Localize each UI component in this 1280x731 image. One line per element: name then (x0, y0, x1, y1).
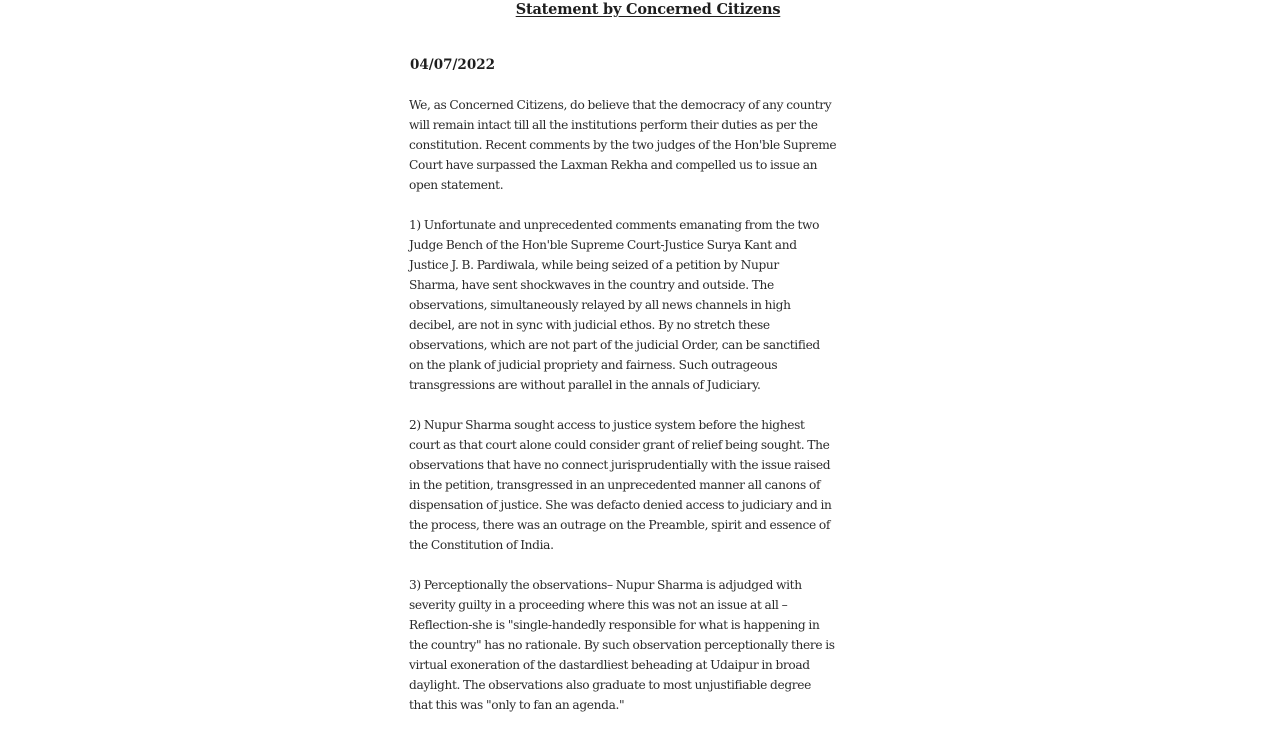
paragraph-line: transgressions are without parallel in the annals of Judiciary. (409, 378, 761, 392)
paragraph-line: Sharma, have sent shockwaves in the country and outside. The (409, 278, 774, 292)
point-1-paragraph (409, 215, 885, 395)
paragraph-line: 3) Perceptionally the observations– Nupur Sharma is adjudged with (409, 578, 802, 592)
paragraph-line: the process, there was an outrage on the Preamble, spirit and essence of (409, 518, 831, 532)
statement-date: 04/07/2022 (410, 57, 496, 73)
paragraph-line: on the plank of judicial propriety and fairness. Such outrageous (409, 358, 778, 372)
paragraph-line: will remain intact till all the institutions perform their duties as per the (409, 118, 818, 132)
paragraph-line: that this was "only to fan an agenda." (409, 698, 625, 712)
paragraph-line: the Constitution of India. (409, 538, 554, 552)
paragraph-line: in the petition, transgressed in an unprecedented manner all canons of (409, 478, 821, 492)
paragraph-line: the country" has no rationale. By such observation perceptionally there is (409, 638, 835, 652)
paragraph-line: observations, simultaneously relayed by all news channels in high (409, 298, 791, 312)
paragraph-line: open statement. (409, 178, 504, 192)
paragraph-line: Justice J. B. Pardiwala, while being seized of a petition by Nupur (409, 258, 779, 272)
paragraph-line: We, as Concerned Citizens, do believe that the democracy of any country (409, 98, 832, 112)
paragraph-line: severity guilty in a proceeding where this was not an issue at all – (409, 598, 788, 612)
paragraph-line: Court have surpassed the Laxman Rekha and compelled us to issue an (409, 158, 818, 172)
paragraph-line: observations, which are not part of the judicial Order, can be sanctified (409, 338, 820, 352)
intro-paragraph (409, 95, 885, 195)
paragraph-line: 1) Unfortunate and unprecedented comments emanating from the two (409, 218, 820, 232)
paragraph-line: dispensation of justice. She was defacto denied access to judiciary and in (409, 498, 832, 512)
paragraph-line: court as that court alone could consider grant of relief being sought. The (409, 438, 830, 452)
paragraph-line: daylight. The observations also graduate to most unjustifiable degree (409, 678, 812, 692)
point-3-paragraph (409, 575, 885, 715)
document-title: Statement by Concerned Citizens (515, 1, 781, 18)
paragraph-line: Judge Bench of the Hon'ble Supreme Court-Justice Surya Kant and (409, 238, 797, 252)
paragraph-line: 2) Nupur Sharma sought access to justice system before the highest (409, 418, 805, 432)
paragraph-line: Reflection-she is "single-handedly responsible for what is happening in (409, 618, 820, 632)
paragraph-line: decibel, are not in sync with judicial ethos. By no stretch these (409, 318, 770, 332)
paragraph-line: observations that have no connect jurisprudentially with the issue raised (409, 458, 831, 472)
paragraph-line: constitution. Recent comments by the two judges of the Hon'ble Supreme (409, 138, 837, 152)
point-2-paragraph (409, 415, 885, 555)
paragraph-line: virtual exoneration of the dastardliest beheading at Udaipur in broad (409, 658, 810, 672)
